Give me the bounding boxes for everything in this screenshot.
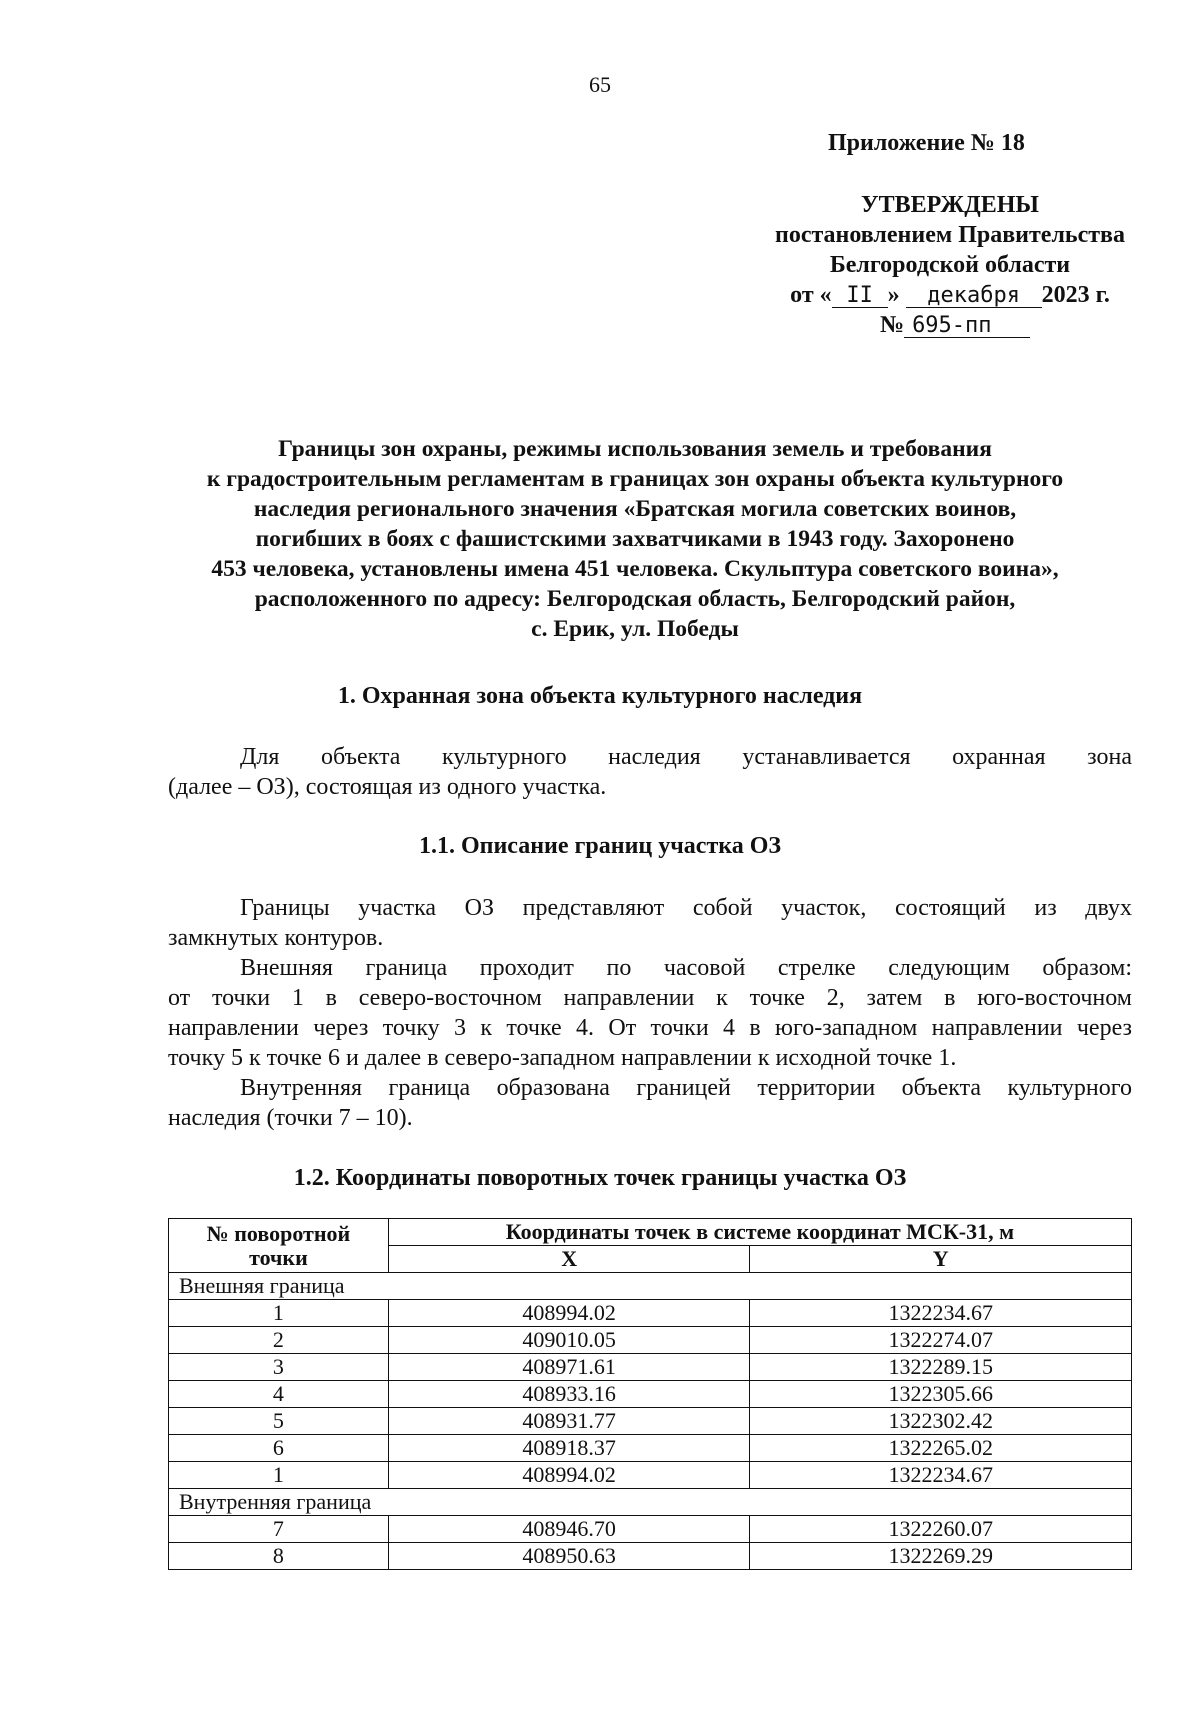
page-number: 65 — [589, 72, 611, 97]
point-cell: 3 — [169, 1354, 389, 1381]
paragraph-line: направлении через точку 3 к точке 4. От точки 4 в юго-западном направлении через — [168, 1015, 1132, 1041]
title-line: 453 человека, установлены имена 451 человека. Скульптура советского воина», — [211, 556, 1059, 582]
table-group-row — [169, 1273, 1132, 1300]
date-prefix: от « — [790, 282, 832, 308]
approval-line-2: Белгородской области — [829, 252, 1071, 278]
approval-heading: УТВЕРЖДЕНЫ — [861, 192, 1039, 218]
title-line: с. Ерик, ул. Победы — [531, 616, 739, 642]
paragraph-line: замкнутых контуров. — [168, 925, 384, 951]
x-cell: 408950.63 — [388, 1543, 750, 1570]
paragraph-line: Внешняя граница проходит по часовой стрелке следующим образом: — [240, 955, 1132, 981]
approval-date — [690, 280, 1200, 310]
title-line: погибших в боях с фашистскими захватчиками в 1943 году. Захоронено — [255, 526, 1015, 552]
x-cell: 408994.02 — [388, 1462, 750, 1489]
x-cell: 408971.61 — [388, 1354, 750, 1381]
table-row — [169, 1516, 1132, 1543]
table-row — [169, 1408, 1132, 1435]
section-1-1-heading: 1.1. Описание границ участка ОЗ — [418, 833, 782, 859]
table-row — [169, 1381, 1132, 1408]
coordinates-table — [168, 1218, 1132, 1570]
paragraph-line: точку 5 к точке 6 и далее в северо-западном направлении к исходной точке 1. — [168, 1045, 957, 1071]
coordinates-table-body — [169, 1273, 1132, 1570]
table-row — [169, 1435, 1132, 1462]
date-month: декабря — [906, 285, 1042, 308]
approval-line-1: постановлением Правительства — [774, 222, 1125, 248]
title-line: расположенного по адресу: Белгородская область, Белгородский район, — [254, 586, 1016, 612]
table-row — [169, 1327, 1132, 1354]
date-day: II — [832, 285, 888, 308]
paragraph-line: наследия (точки 7 – 10). — [168, 1105, 413, 1131]
paragraph-line: Внутренняя граница образована границей территории объекта культурного — [240, 1075, 1132, 1101]
section-1-1-paragraphs — [168, 893, 1132, 1133]
title-line: Границы зон охраны, режимы использования земель и требования — [278, 436, 992, 462]
appendix-label: Приложение № 18 — [828, 130, 1025, 156]
point-cell: 6 — [169, 1435, 389, 1462]
section-1-paragraph — [168, 742, 1132, 802]
date-year: 2023 г. — [1041, 282, 1110, 308]
table-row — [169, 1543, 1132, 1570]
group-label: Внутренняя граница — [169, 1489, 1132, 1516]
y-cell: 1322234.67 — [750, 1300, 1132, 1327]
y-cell: 1322302.42 — [750, 1408, 1132, 1435]
coordinates-header: Координаты точек в системе координат МСК-31, м — [388, 1219, 1131, 1246]
x-cell: 408994.02 — [388, 1300, 750, 1327]
point-cell: 8 — [169, 1543, 389, 1570]
y-cell: 1322234.67 — [750, 1462, 1132, 1489]
number-value: 695-пп — [904, 315, 1030, 338]
point-cell: 7 — [169, 1516, 389, 1543]
title-line: наследия регионального значения «Братская могила советских воинов, — [253, 496, 1017, 522]
point-cell: 1 — [169, 1462, 389, 1489]
table-row — [169, 1300, 1132, 1327]
document-title — [140, 434, 1130, 644]
table-row — [169, 1462, 1132, 1489]
point-cell: 5 — [169, 1408, 389, 1435]
section-1-2-heading: 1.2. Координаты поворотных точек границы участка ОЗ — [293, 1165, 907, 1191]
point-number-header: № поворотной точки — [169, 1219, 389, 1273]
point-cell: 4 — [169, 1381, 389, 1408]
x-cell: 408933.16 — [388, 1381, 750, 1408]
x-cell: 408946.70 — [388, 1516, 750, 1543]
group-label: Внешняя граница — [169, 1273, 1132, 1300]
x-header: X — [388, 1246, 750, 1273]
y-cell: 1322289.15 — [750, 1354, 1132, 1381]
approval-block — [690, 190, 1200, 340]
x-cell: 409010.05 — [388, 1327, 750, 1354]
x-cell: 408931.77 — [388, 1408, 750, 1435]
paragraph-line: (далее – ОЗ), состоящая из одного участка. — [168, 774, 607, 800]
point-cell: 2 — [169, 1327, 389, 1354]
section-1-heading: 1. Охранная зона объекта культурного наследия — [337, 683, 863, 709]
x-cell: 408918.37 — [388, 1435, 750, 1462]
y-cell: 1322265.02 — [750, 1435, 1132, 1462]
y-cell: 1322269.29 — [750, 1543, 1132, 1570]
number-prefix: № — [879, 312, 905, 338]
y-cell: 1322274.07 — [750, 1327, 1132, 1354]
table-group-row — [169, 1489, 1132, 1516]
point-cell: 1 — [169, 1300, 389, 1327]
date-mid: » — [887, 282, 900, 308]
y-cell: 1322260.07 — [750, 1516, 1132, 1543]
paragraph-line: Границы участка ОЗ представляют собой участок, состоящий из двух — [240, 895, 1132, 921]
title-line: к градостроительным регламентам в границах зон охраны объекта культурного — [206, 466, 1064, 492]
paragraph-line: от точки 1 в северо-восточном направлении к точке 2, затем в юго-восточном — [168, 985, 1132, 1011]
approval-number — [690, 310, 1200, 340]
y-cell: 1322305.66 — [750, 1381, 1132, 1408]
paragraph-line: Для объекта культурного наследия устанавливается охранная зона — [240, 744, 1132, 770]
table-row — [169, 1354, 1132, 1381]
y-header: Y — [750, 1246, 1132, 1273]
